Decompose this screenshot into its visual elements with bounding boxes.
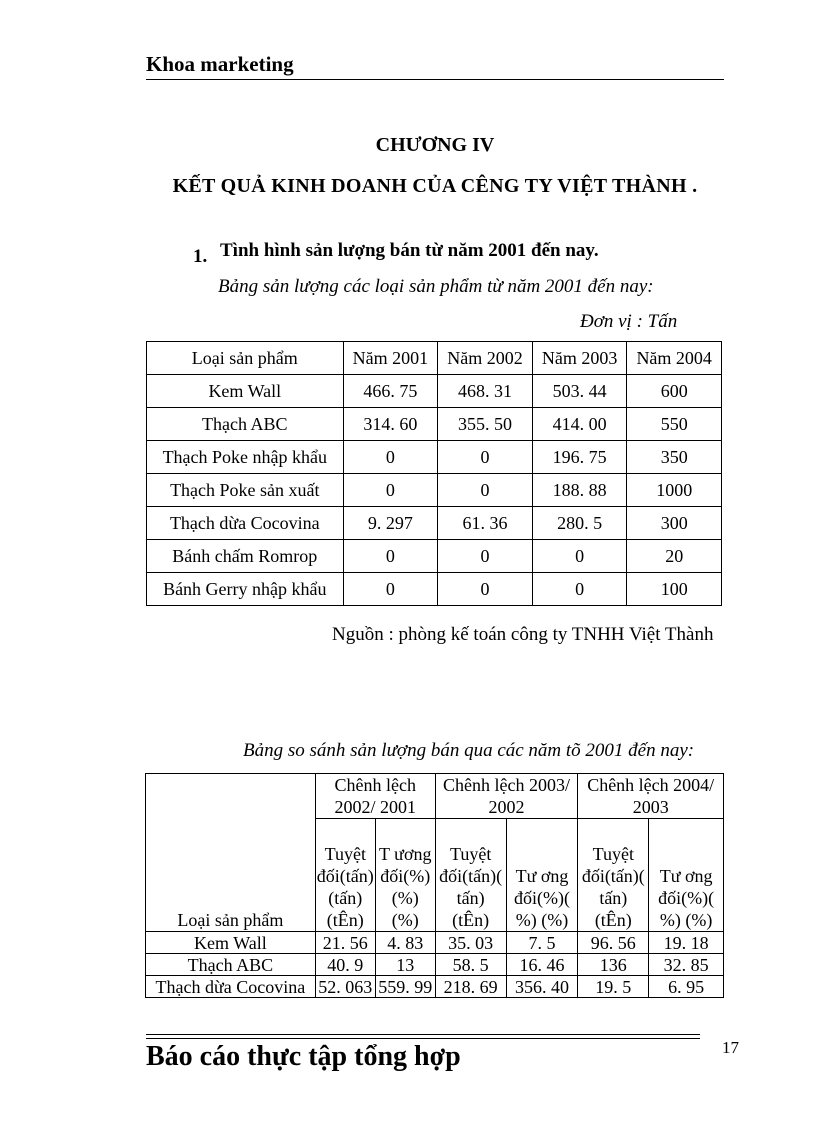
value-cell: 503. 44 [532, 375, 627, 408]
value-cell: 466. 75 [343, 375, 438, 408]
table-row [146, 954, 724, 976]
value-cell: 0 [438, 573, 533, 606]
table1-header-cell: Năm 2002 [438, 342, 533, 375]
value-cell: 9. 297 [343, 507, 438, 540]
product-name-cell: Bánh Gerry nhập khẩu [147, 573, 344, 606]
value-cell: 40. 9 [315, 954, 375, 976]
value-cell: 0 [343, 540, 438, 573]
value-cell: 19. 18 [649, 932, 724, 954]
value-cell: 4. 83 [375, 932, 435, 954]
comparison-table [145, 773, 724, 998]
table-row [147, 408, 722, 441]
value-cell: 314. 60 [343, 408, 438, 441]
table-row [147, 507, 722, 540]
value-cell: 468. 31 [438, 375, 533, 408]
product-name-cell: Thạch ABC [147, 408, 344, 441]
table2-subheader: Tuyệt đối(tấn)( tấn) (tÊn) [435, 819, 506, 932]
header-title: Khoa marketing [146, 52, 294, 76]
value-cell: 0 [438, 474, 533, 507]
table1-header-cell: Năm 2003 [532, 342, 627, 375]
value-cell: 414. 00 [532, 408, 627, 441]
value-cell: 550 [627, 408, 722, 441]
product-name-cell: Thạch dừa Cocovina [147, 507, 344, 540]
value-cell: 21. 56 [315, 932, 375, 954]
value-cell: 350 [627, 441, 722, 474]
table-row [147, 375, 722, 408]
table2-group-header: Chênh lệch 2002/ 2001 [315, 774, 435, 819]
value-cell: 300 [627, 507, 722, 540]
table2-subheader: Tuyệt đối(tấn)( tấn) (tÊn) [578, 819, 649, 932]
table2-group-header: Chênh lệch 2003/ 2002 [435, 774, 578, 819]
value-cell: 1000 [627, 474, 722, 507]
product-name-cell: Bánh chấm Romrop [147, 540, 344, 573]
table1-caption: Bảng sản lượng các loại sản phẩm từ năm 2001 đến nay: [218, 276, 654, 297]
production-table [146, 341, 722, 606]
value-cell: 196. 75 [532, 441, 627, 474]
table1-header-cell: Loại sản phẩm [147, 342, 344, 375]
table-row [147, 540, 722, 573]
table2-subheader: Tuyệt đối(tấn) (tấn) (tÊn) [315, 819, 375, 932]
table2-product-header: Loại sản phẩm [146, 774, 316, 932]
value-cell: 19. 5 [578, 976, 649, 998]
table1-header-cell: Năm 2001 [343, 342, 438, 375]
product-name-cell: Thạch dừa Cocovina [146, 976, 316, 998]
table2-subheader: Tư ơng đối(%)( %) (%) [649, 819, 724, 932]
value-cell: 280. 5 [532, 507, 627, 540]
value-cell: 0 [343, 573, 438, 606]
value-cell: 355. 50 [438, 408, 533, 441]
value-cell: 0 [343, 474, 438, 507]
footer-title: Báo cáo thực tập tổng hợp [146, 1041, 461, 1072]
value-cell: 0 [532, 573, 627, 606]
value-cell: 96. 56 [578, 932, 649, 954]
value-cell: 100 [627, 573, 722, 606]
product-name-cell: Kem Wall [146, 932, 316, 954]
product-name-cell: Kem Wall [147, 375, 344, 408]
value-cell: 7. 5 [506, 932, 578, 954]
table2-group-header: Chênh lệch 2004/ 2003 [578, 774, 724, 819]
table1-source: Nguồn : phòng kế toán công ty TNHH Việt Thành [332, 624, 714, 645]
page-number: 17 [722, 1038, 739, 1057]
value-cell: 32. 85 [649, 954, 724, 976]
value-cell: 52. 063 [315, 976, 375, 998]
table-row [147, 441, 722, 474]
value-cell: 600 [627, 375, 722, 408]
value-cell: 218. 69 [435, 976, 506, 998]
value-cell: 13 [375, 954, 435, 976]
table2-subheader: T ương đối(%) (%) (%) [375, 819, 435, 932]
table-row [146, 932, 724, 954]
product-name-cell: Thạch Poke nhập khẩu [147, 441, 344, 474]
value-cell: 20 [627, 540, 722, 573]
value-cell: 61. 36 [438, 507, 533, 540]
value-cell: 356. 40 [506, 976, 578, 998]
value-cell: 0 [343, 441, 438, 474]
section-title: Tình hình sản lượng bán từ năm 2001 đến nay. [220, 240, 599, 261]
value-cell: 58. 5 [435, 954, 506, 976]
product-name-cell: Thạch ABC [146, 954, 316, 976]
value-cell: 35. 03 [435, 932, 506, 954]
table2-caption: Bảng so sánh sản lượng bán qua các năm tõ 2001 đến nay: [243, 740, 695, 761]
table1-unit: Đơn vị : Tấn [580, 311, 678, 332]
value-cell: 6. 95 [649, 976, 724, 998]
table-row [146, 976, 724, 998]
value-cell: 0 [532, 540, 627, 573]
value-cell: 16. 46 [506, 954, 578, 976]
value-cell: 136 [578, 954, 649, 976]
table1-header-row [147, 342, 722, 375]
footer-divider [146, 1038, 700, 1039]
table2-subheader: Tư ơng đối(%)( %) (%) [506, 819, 578, 932]
table-row [147, 474, 722, 507]
value-cell: 0 [438, 540, 533, 573]
product-name-cell: Thạch Poke sản xuất [147, 474, 344, 507]
header-divider [146, 79, 724, 80]
table-row [147, 573, 722, 606]
section-number: 1. [193, 246, 208, 267]
chapter-title: KẾT QUẢ KINH DOANH CỦA CÊNG TY VIỆT THÀNH . [172, 175, 698, 197]
value-cell: 188. 88 [532, 474, 627, 507]
chapter-number: CHƯƠNG IV [375, 134, 495, 156]
value-cell: 0 [438, 441, 533, 474]
table1-header-cell: Năm 2004 [627, 342, 722, 375]
footer-divider [146, 1034, 700, 1035]
value-cell: 559. 99 [375, 976, 435, 998]
